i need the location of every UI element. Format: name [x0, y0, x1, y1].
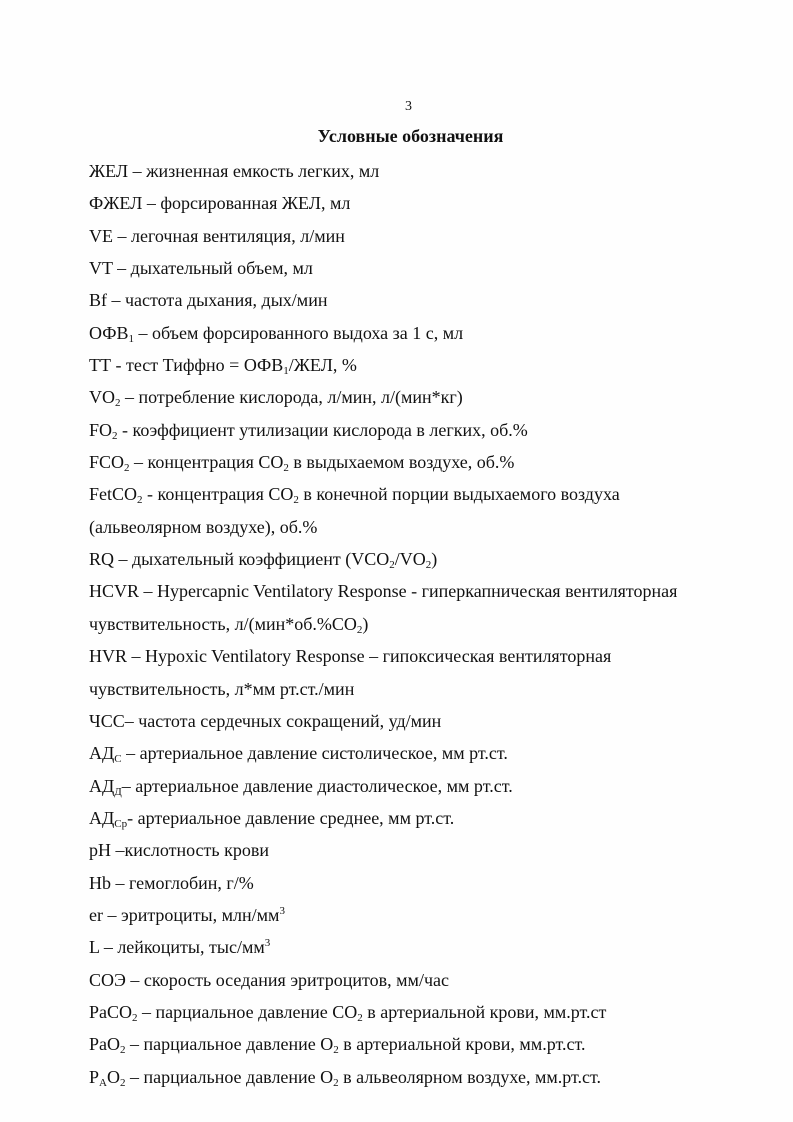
line-text: PaCO [89, 1001, 133, 1022]
abbreviation-line [89, 705, 779, 737]
abbreviation-line [89, 931, 779, 963]
line-text: HVR – Hypoxic Ventilatory Response – гипоксическая вентиляторная [89, 646, 612, 667]
abbreviation-line [89, 996, 779, 1028]
superscript-text: 3 [264, 937, 271, 950]
abbreviation-line [89, 252, 779, 284]
abbreviation-line [89, 220, 779, 252]
line-text: ЖЕЛ – жизненная емкость легких, мл [89, 161, 380, 181]
line-text: - коэффициент утилизации кислорода в легких, об.% [117, 419, 528, 440]
abbreviation-line [89, 187, 779, 219]
line-text: - артериальное давление среднее, мм рт.ст. [127, 807, 455, 828]
abbreviation-line [89, 1028, 779, 1060]
abbreviation-line [89, 317, 779, 349]
subscript-text: 2 [425, 559, 432, 572]
line-text: FO [89, 419, 113, 440]
subscript-text: 2 [112, 429, 118, 442]
abbreviation-line [89, 284, 779, 316]
abbreviation-line [89, 511, 779, 543]
abbreviation-line [89, 673, 779, 705]
abbreviation-line [89, 964, 779, 996]
line-text: СОЭ – скорость оседания эритроцитов, мм/час [89, 969, 449, 990]
subscript-text: 2 [333, 1044, 339, 1057]
line-text: – артериальное давление диастолическое, мм рт.ст. [121, 775, 513, 796]
abbreviation-line [89, 640, 779, 672]
line-text: – парциальное давление O [125, 1066, 334, 1087]
abbreviation-line [89, 1061, 779, 1093]
line-text: L – лейкоциты, тыс/мм [89, 937, 265, 958]
abbreviation-line [89, 414, 779, 446]
line-text: – парциальное давление CO [137, 1001, 358, 1022]
line-text: FCO [89, 452, 125, 473]
line-text: (альвеолярном воздухе), об.% [89, 516, 318, 537]
line-text: в артериальной крови, мм.рт.ст. [338, 1034, 586, 1055]
subscript-text: 2 [137, 494, 143, 507]
subscript-text: Д [114, 785, 122, 798]
abbreviation-line [89, 608, 779, 640]
abbreviation-line [89, 543, 779, 575]
line-text: HCVR – Hypercapnic Ventilatory Response - гиперкапническая вентиляторная [89, 581, 678, 602]
abbreviation-line [89, 155, 779, 187]
line-text: ФЖЕЛ – форсированная ЖЕЛ, мл [89, 193, 351, 214]
subscript-text: 2 [333, 1076, 339, 1089]
subscript-text: С [114, 753, 122, 766]
line-text: – концентрация CO [129, 452, 284, 473]
subscript-text: 2 [124, 462, 130, 475]
line-text: ОФВ [89, 322, 129, 343]
line-text: ТТ - тест Тиффно = ОФВ [89, 355, 284, 376]
line-text: VE – легочная вентиляция, л/мин [89, 225, 345, 246]
line-text: /VO [394, 549, 426, 570]
subscript-text: A [99, 1076, 107, 1089]
line-text: в альвеолярном воздухе, мм.рт.ст. [338, 1066, 602, 1087]
subscript-text: 2 [356, 623, 363, 636]
subscript-text: 2 [283, 462, 289, 475]
abbreviation-line [89, 899, 779, 931]
line-text: в артериальной крови, мм.рт.ст [362, 1001, 607, 1022]
line-text: – объем форсированного выдоха за 1 с, мл [133, 322, 464, 343]
abbreviation-line [89, 770, 779, 802]
abbreviation-line [89, 867, 779, 899]
line-text: АД [89, 743, 115, 764]
line-text: ) [362, 613, 369, 634]
line-text: O [106, 1066, 120, 1087]
line-text: PaO [89, 1034, 120, 1055]
subscript-text: 1 [128, 332, 134, 345]
subscript-text: 2 [293, 494, 299, 507]
line-text: P [89, 1066, 100, 1087]
abbreviation-line [89, 575, 779, 607]
line-text: – артериальное давление систолическое, мм рт.ст. [121, 743, 508, 764]
subscript-text: 2 [119, 1076, 126, 1089]
line-text: АД [89, 807, 115, 828]
abbreviation-line [89, 446, 779, 478]
abbreviation-line [89, 381, 779, 413]
page-number: 3 [405, 99, 412, 114]
line-text: VO [89, 387, 115, 408]
abbreviation-list [89, 155, 779, 1093]
line-text: в конечной порции выдыхаемого воздуха [298, 484, 620, 505]
line-text: pH –кислотность крови [89, 840, 269, 861]
line-text: – потребление кислорода, л/мин, л/(мин*кг) [120, 387, 463, 408]
subscript-text: Ср [114, 817, 128, 830]
line-text: – парциальное давление O [125, 1034, 334, 1055]
abbreviation-line [89, 737, 779, 769]
line-text: чувствительность, л/(мин*об.%CO [89, 613, 357, 634]
line-text: ) [431, 549, 438, 570]
line-text: чувствительность, л*мм рт.ст./мин [89, 678, 355, 699]
subscript-text: 2 [389, 559, 395, 572]
abbreviation-line [89, 349, 779, 381]
line-text: Bf – частота дыхания, дых/мин [89, 290, 328, 311]
subscript-text: 1 [283, 365, 289, 378]
superscript-text: 3 [279, 904, 285, 917]
line-text: er – эритроциты, млн/мм [89, 904, 280, 925]
line-text: FetCO [89, 484, 138, 505]
line-text: VT – дыхательный объем, мл [89, 258, 313, 279]
abbreviation-line [89, 802, 779, 834]
subscript-text: 2 [115, 397, 121, 410]
subscript-text: 2 [120, 1044, 126, 1057]
subscript-text: 2 [132, 1011, 138, 1024]
line-text: - концентрация CO [142, 484, 294, 505]
line-text: RQ – дыхательный коэффициент (VCO [89, 549, 390, 570]
subscript-text: 2 [357, 1011, 363, 1024]
line-text: ЧСС– частота сердечных сокращений, уд/мин [89, 710, 442, 731]
line-text: Hb – гемоглобин, г/% [89, 872, 254, 893]
line-text: АД [89, 775, 115, 796]
page-title: Условные обозначения [317, 126, 504, 146]
line-text: /ЖЕЛ, % [288, 355, 357, 376]
abbreviation-line [89, 478, 779, 510]
line-text: в выдыхаемом воздухе, об.% [288, 452, 515, 473]
abbreviation-line [89, 834, 779, 866]
